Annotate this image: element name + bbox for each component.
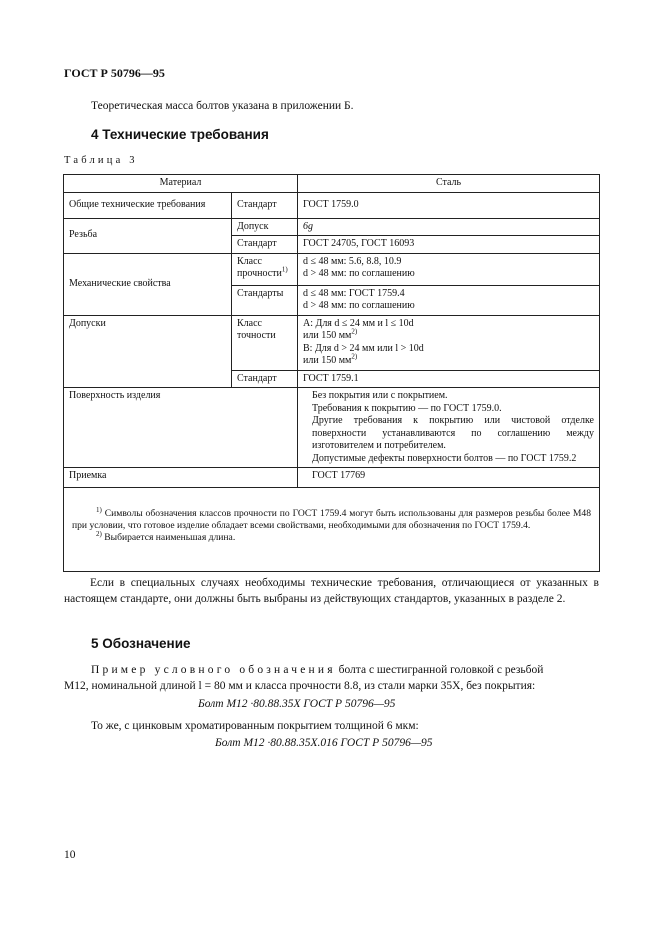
row-general-value: ГОСТ 1759.0 xyxy=(298,192,600,218)
example-line-1 xyxy=(91,662,601,678)
row-tolerance-val-l4: или 150 мм xyxy=(303,355,352,366)
surface-l2: Требования к покрытию — по ГОСТ 1759.0. xyxy=(312,402,502,414)
row-tolerance-name: Допуски xyxy=(64,315,232,388)
footnote-2-text: Выбирается наименьшая длина. xyxy=(104,532,236,543)
row-surface-name: Поверхность изделия xyxy=(64,388,298,468)
row-tolerance-sub-class xyxy=(232,315,298,370)
footnote-1 xyxy=(72,505,592,532)
row-mech-class-value xyxy=(298,253,600,285)
row-thread-sub-standard: Стандарт xyxy=(232,236,298,254)
paragraph-special-requirements: Если в специальных случаях необходимы технические требования, отличающиеся от указанных в настоящем стандарте, они должны быть выбраны из действующих стандартов, указанных в разделе 2. xyxy=(64,577,599,605)
col-header-material: Материал xyxy=(64,175,298,193)
row-tolerance-sub-l1: Класс xyxy=(237,317,262,329)
row-acceptance-name: Приемка xyxy=(64,468,298,488)
surface-l1: Без покрытия или с покрытием. xyxy=(312,390,448,401)
footnote-1-mark: 1) xyxy=(96,505,102,514)
col-header-steel: Сталь xyxy=(298,175,600,193)
row-mech-class-l2: d > 48 мм: по соглашению xyxy=(303,268,415,279)
row-tolerance-val-l1: A: Для d ≤ 24 мм и l ≤ 10d xyxy=(303,317,414,329)
intro-text: Теоретическая масса болтов указана в приложении Б. xyxy=(91,100,354,112)
footnote-ref-2a: 2) xyxy=(351,327,358,336)
row-mech-std-l1: d ≤ 48 мм: ГОСТ 1759.4 xyxy=(303,287,405,299)
requirements-table xyxy=(63,174,600,572)
footnote-2 xyxy=(72,529,591,544)
example-rest: болта с шестигранной головкой с резьбой xyxy=(335,664,544,676)
footnote-2-mark: 2) xyxy=(96,529,102,538)
row-general-name: Общие технические требования xyxy=(64,192,232,218)
row-mech-std-l2: d > 48 мм: по соглашению xyxy=(303,300,415,311)
row-tolerance-sub-l2: точности xyxy=(237,330,276,341)
row-acceptance-value: ГОСТ 17769 xyxy=(298,468,600,488)
row-thread-sub-tolerance: Допуск xyxy=(232,218,298,236)
footnote-ref-2b: 2) xyxy=(351,352,358,361)
footnote-ref-1: 1) xyxy=(281,265,288,274)
row-mech-sub-class xyxy=(232,253,298,285)
row-mech-name: Механические свойства xyxy=(64,253,232,315)
row-surface-value xyxy=(298,388,600,468)
section-5-title: 5 Обозначение xyxy=(91,636,191,651)
row-mech-class-l1: d ≤ 48 мм: 5.6, 8.8, 10.9 xyxy=(303,255,402,267)
example-spaced-label: Пример условного обозначения xyxy=(91,664,336,676)
row-mech-sub-class-l2: прочности xyxy=(237,268,282,279)
page-number: 10 xyxy=(64,849,76,861)
designation-formula-2: Болт M12 ·80.88.35Х.016 ГОСТ Р 50796—95 xyxy=(215,737,433,749)
surface-l4: Допустимые дефекты поверхности болтов — по ГОСТ 1759.2 xyxy=(312,452,577,464)
table-caption: Таблица 3 xyxy=(64,155,138,166)
zinc-coating-text: То же, с цинковым хроматированным покрытием толщиной 6 мкм: xyxy=(91,720,419,732)
section-4-title: 4 Технические требования xyxy=(91,127,269,142)
row-tolerance-val-l3: B: Для d > 24 мм или l > 10d xyxy=(303,342,424,354)
row-mech-sub-standards: Стандарты xyxy=(232,285,298,315)
row-tolerance-class-value xyxy=(298,315,600,370)
document-header: ГОСТ Р 50796—95 xyxy=(64,66,165,80)
row-tolerance-standard-value: ГОСТ 1759.1 xyxy=(298,370,600,388)
surface-l3: Другие требования к покрытию или чистовой отделке поверхности устанавливаются по соглашению между изготовителем и потребителем. xyxy=(312,415,594,451)
row-tolerance-sub-standard: Стандарт xyxy=(232,370,298,388)
row-thread-tolerance-value: 6g xyxy=(298,218,600,236)
row-mech-standards-value xyxy=(298,285,600,315)
table-footnotes xyxy=(64,488,600,572)
row-thread-name: Резьба xyxy=(64,218,232,253)
requirements-table-wrap xyxy=(63,174,600,572)
example-line-2: M12, номинальной длиной l = 80 мм и класса прочности 8.8, из стали марки 35Х, без покрытия: xyxy=(64,680,536,692)
row-mech-sub-class-l1: Класс xyxy=(237,255,262,267)
row-general-sub: Стандарт xyxy=(232,192,298,218)
designation-formula-1: Болт M12 ·80.88.35Х ГОСТ Р 50796—95 xyxy=(198,698,396,710)
footnote-1-text: Символы обозначения классов прочности по ГОСТ 1759.4 могут быть использованы для размеров резьбы более M48 при условии, что готовое изделие обладает всеми свойствами, необходимыми для обозначения по ГОСТ 1759.4. xyxy=(72,508,592,531)
row-thread-standard-value: ГОСТ 24705, ГОСТ 16093 xyxy=(298,236,600,254)
row-tolerance-val-l2: или 150 мм xyxy=(303,330,352,341)
